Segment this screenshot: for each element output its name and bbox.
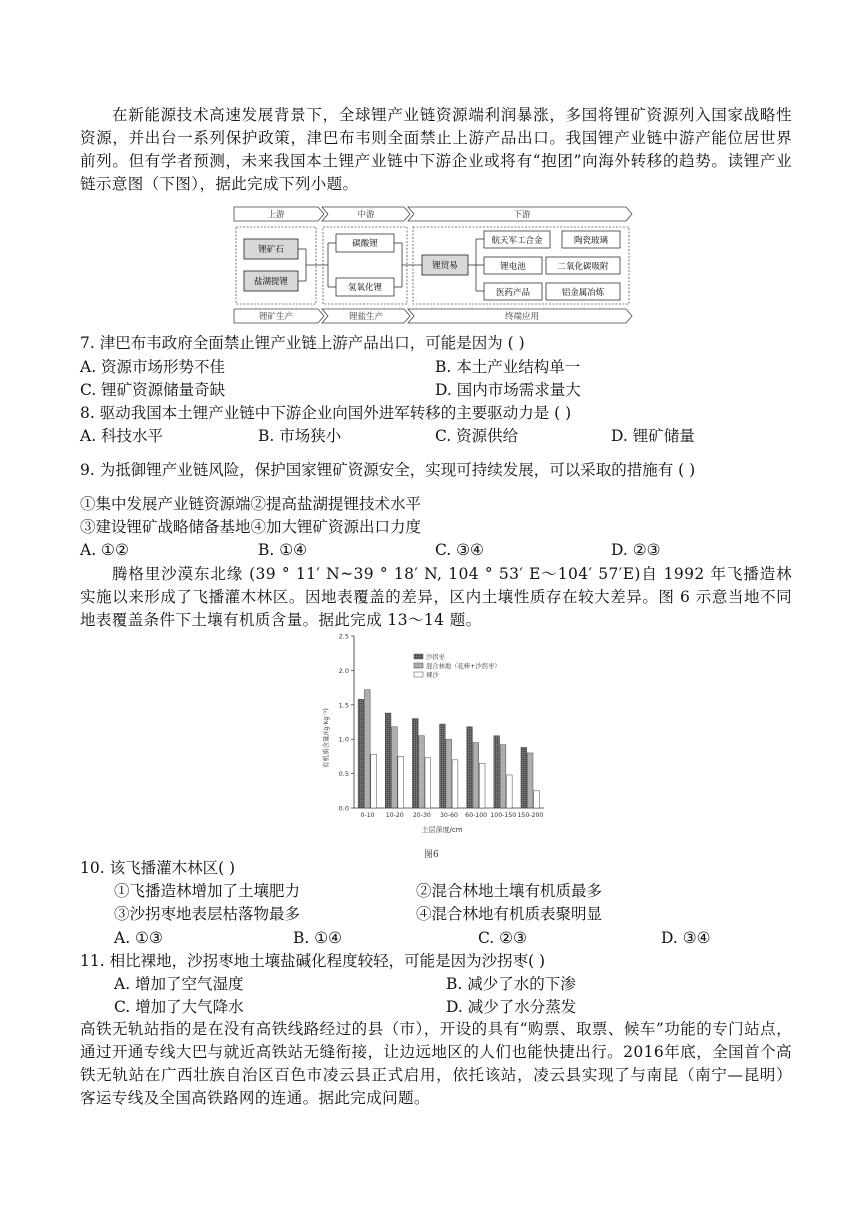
- trade-hub: 锂贸易: [432, 261, 458, 271]
- q9-option-d[interactable]: D. ②③: [611, 541, 661, 559]
- downstream-item: 陶瓷玻璃: [573, 236, 609, 246]
- q11-stem: 11. 相比裸地，沙拐枣地土壤盐碱化程度较轻，可能是因为沙拐枣( ): [80, 952, 546, 970]
- chart-xlabel: 土层深度/cm: [421, 826, 463, 834]
- bar: [521, 747, 527, 808]
- q10-statement: ③沙拐枣地表层枯落物最多: [114, 905, 301, 923]
- x-tick-label: 0-10: [360, 812, 375, 819]
- q9-option-b[interactable]: B. ①④: [258, 541, 308, 559]
- q11-option-c[interactable]: C. 增加了大气降水: [114, 998, 244, 1016]
- bar: [473, 743, 479, 808]
- passage-lithium: 在新能源技术高速发展背景下，全球锂产业链资源端利润暴涨，多国将锂矿资源列入国家战略性资源，并出台一系列保护政策，津巴布韦则全面禁止上游产品出口。我国锂产业链中游产能位居世界前列。但有学者预测，未来我国本土锂产业链中下游企业或将有“抱团”向海外转移的趋势。读锂产业链示意图（下图），据此完成下列小题。: [80, 106, 792, 193]
- passage-tengger: 腾格里沙漠东北缘 (39 ° 11′ N~39 ° 18′ N, 104 ° 53′ E～104′ 57′E)自 1992 年飞播造林实施以来形成了飞播灌木林区。因地表覆盖的差异，区内土壤性质存在较大差异。图 6 示意当地不同地表覆盖条件下土壤有机质含量。据此完成 13～14 题。: [80, 565, 792, 629]
- y-tick-label: 0.5: [338, 770, 349, 779]
- legend-entry: 沙拐枣: [426, 654, 445, 661]
- bar: [500, 745, 506, 808]
- downstream-item: 铝金属冶炼: [561, 288, 605, 298]
- y-tick-label: 1.0: [338, 735, 349, 744]
- q7-stem: 7. 津巴布韦政府全面禁止锂产业链上游产品出口，可能是因为 ( ): [80, 334, 525, 352]
- stage-upstream: 上游: [267, 210, 285, 220]
- bar: [385, 713, 391, 808]
- q8-option-a[interactable]: A. 科技水平: [80, 427, 164, 445]
- x-tick-label: 30-60: [440, 812, 458, 819]
- bar: [364, 690, 370, 808]
- passage-railway: 高铁无轨站指的是在没有高铁线路经过的县（市），开设的具有“购票、取票、候车”功能的专门站点，通过开通专线大巴与就近高铁站无缝衔接，让边远地区的人们也能快捷出行。2016年底，全国首个高铁无轨站在广西壮族自治区百色市凌云县正式启用，依托该站，凌云县实现了与南昆（南宁—昆明）客运专线及全国高铁路网的连通。据此完成问题。: [80, 1020, 792, 1107]
- q10-option-b[interactable]: B. ①④: [293, 929, 343, 947]
- x-tick-label: 100-150: [490, 812, 517, 819]
- chart-ylabel: 有机质含量/(g·kg⁻¹): [322, 708, 330, 768]
- q9-option-a[interactable]: A. ①②: [80, 541, 129, 559]
- figure-caption: 图6: [424, 850, 439, 860]
- bar: [527, 753, 533, 808]
- bar: [412, 719, 418, 808]
- q7-option-d[interactable]: D. 国内市场需求量大: [435, 381, 581, 399]
- q9-statement: ①集中发展产业链资源端②提高盐湖提锂技术水平: [80, 495, 422, 513]
- q9-statement: ③建设锂矿战略储备基地④加大锂矿资源出口力度: [80, 518, 422, 536]
- bar: [398, 756, 404, 808]
- downstream-item: 二氧化碳吸附: [557, 262, 609, 272]
- q11-option-a[interactable]: A. 增加了空气湿度: [114, 975, 244, 993]
- upstream-item: 锂矿石: [258, 245, 284, 255]
- q11-option-b[interactable]: B. 减少了水的下渗: [446, 975, 576, 993]
- upstream-item: 盐湖提锂: [253, 277, 289, 287]
- q8-option-b[interactable]: B. 市场狭小: [258, 427, 342, 445]
- legend-swatch: [414, 654, 423, 659]
- q8-option-d[interactable]: D. 锂矿储量: [611, 427, 695, 445]
- soil-organic-matter-chart: [318, 628, 550, 860]
- bar: [440, 724, 446, 808]
- footer-label: 锂矿生产: [258, 312, 294, 322]
- bar: [371, 754, 377, 808]
- midstream-item: 氢氧化锂: [347, 283, 383, 293]
- y-tick-label: 1.5: [338, 701, 349, 710]
- q11-option-d[interactable]: D. 减少了水分蒸发: [446, 998, 577, 1016]
- bar: [446, 739, 452, 808]
- downstream-item: 医药产品: [495, 288, 531, 298]
- y-tick-label: 2.0: [338, 666, 349, 675]
- footer-label: 终端应用: [504, 312, 540, 322]
- x-tick-label: 10-20: [385, 812, 404, 819]
- stage-midstream: 中游: [357, 210, 375, 220]
- x-tick-label: 150-200: [517, 812, 544, 819]
- bar: [494, 736, 500, 808]
- legend-swatch: [414, 672, 423, 677]
- bar: [479, 763, 485, 808]
- q10-statement: ②混合林地土壤有机质最多: [416, 882, 603, 900]
- q8-stem: 8. 驱动我国本土锂产业链中下游企业向国外进军转移的主要驱动力是 ( ): [80, 404, 572, 422]
- legend-entry: 混合林地（花棒+沙拐枣）: [426, 663, 501, 670]
- q9-option-c[interactable]: C. ③④: [435, 541, 484, 559]
- midstream-item: 碳酸锂: [352, 239, 378, 249]
- legend-entry: 裸沙: [426, 672, 439, 679]
- q8-option-c[interactable]: C. 资源供给: [435, 427, 519, 445]
- q10-option-d[interactable]: D. ③④: [661, 929, 711, 947]
- downstream-item: 锂电池: [500, 262, 526, 272]
- bar: [506, 775, 512, 808]
- lithium-chain-diagram: [232, 205, 634, 326]
- bar: [534, 791, 540, 808]
- q7-option-a[interactable]: A. 资源市场形势不佳: [80, 358, 226, 376]
- q10-statement: ④混合林地有机质表聚明显: [416, 905, 603, 923]
- bar: [392, 727, 398, 808]
- y-tick-label: 2.5: [338, 632, 349, 641]
- x-tick-label: 20-30: [412, 812, 431, 819]
- bar: [452, 760, 458, 808]
- bar: [358, 699, 364, 808]
- downstream-item: 航天军工合金: [491, 236, 543, 246]
- q9-stem: 9. 为抵御锂产业链风险，保护国家锂矿资源安全，实现可持续发展，可以采取的措施有 ( ): [80, 461, 696, 479]
- y-tick-label: 0.0: [338, 804, 349, 813]
- footer-label: 锂盐生产: [348, 312, 384, 322]
- legend-swatch: [414, 663, 423, 668]
- q10-stem: 10. 该飞播灌木林区( ): [80, 859, 236, 877]
- q10-option-c[interactable]: C. ②③: [478, 929, 527, 947]
- q10-statement: ①飞播造林增加了土壤肥力: [114, 882, 301, 900]
- q10-option-a[interactable]: A. ①③: [114, 929, 163, 947]
- stage-downstream: 下游: [513, 210, 531, 220]
- q7-option-c[interactable]: C. 锂矿资源储量奇缺: [80, 381, 226, 399]
- q7-option-b[interactable]: B. 本土产业结构单一: [435, 358, 581, 376]
- bar: [419, 736, 425, 808]
- bar: [467, 727, 473, 808]
- bar: [425, 758, 431, 808]
- x-tick-label: 60-100: [465, 812, 488, 819]
